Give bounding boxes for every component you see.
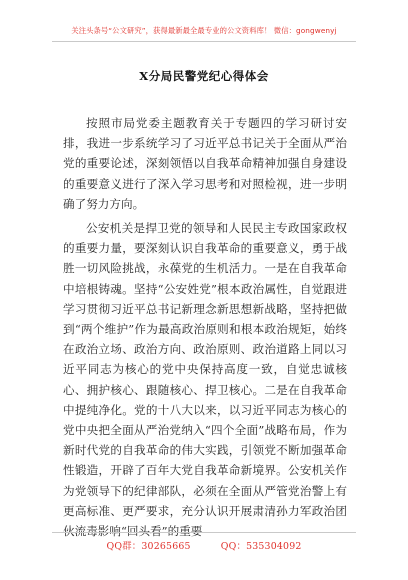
document-body [63, 113, 347, 545]
document-title: X分局民警党纪心得体会 [139, 69, 269, 83]
qq-number: 535304092 [246, 541, 302, 552]
paragraph-2: 公安机关是捍卫党的领导和人民民主专政国家政权的重要力量，要深刻认识自我革命的重要意义，勇于战胜一切风险挑战，永葆党的生机活力。一是在自我革命中培根铸魂。坚持“公安姓党”根本政治属性，自觉跟进学习贯彻习近平总书记新理念新思想新战略，坚持把做到“两个维护”作为最高政治原则和根本政治规矩，始终在政治立场、政治方向、政治原则、政治道路上同以习近平同志为核心的党中央保持高度一致，自觉忠诚核心、拥护核心、跟随核心、捍卫核心。二是在自我革命中提纯净化。党的十八大以来，以习近平同志为核心的党中央把全面从严治党纳入“四个全面”战略布局，作为新时代党的自我革命的伟大实践，引领党不断加强革命性锻造，开辟了百年大党自我革命新境界。公安机关作为党领导下的纪律部队，必须在全面从严管党治警上有更高标准、更严要求，充分认识开展肃清孙力军政治团伙流毒影响“回头看”的重要 [63, 221, 347, 539]
qq-group-label: QQ群： [106, 541, 142, 552]
paragraph-1: 按照市局党委主题教育关于专题四的学习研讨安排，我进一步系统学习了习近平总书记关于全面从严治党的重要论述，深刻领悟以自我革命精神加强自身建设的重要意义进行了深入学习思考和对照检视，进一步明确了努力方向。 [63, 116, 347, 211]
footer-divider [52, 532, 356, 533]
qq-label: QQ： [220, 541, 247, 552]
contact-footer [0, 538, 408, 552]
header-divider [52, 41, 356, 42]
qq-group-number: 30265665 [141, 541, 191, 552]
promo-banner: 关注头条号“公文研究”，获得最新最全最专业的公文资料库！ 微信：gongwenyj [71, 26, 337, 35]
